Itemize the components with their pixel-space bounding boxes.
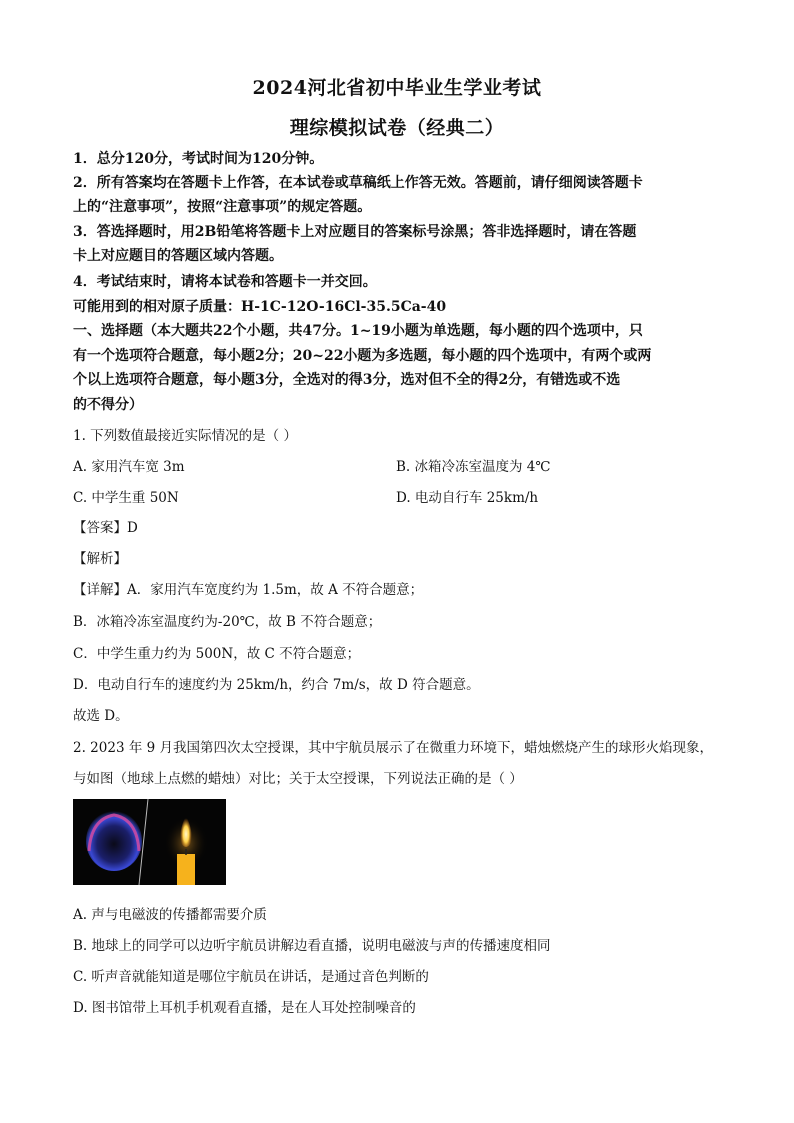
spherical-flame xyxy=(86,811,142,871)
q1-conclusion: 故选 D。 xyxy=(73,708,129,724)
instruction-line: 3．答选择题时，用2B铅笔将答题卡上对应题目的答案标号涂黑；答非选择题时，请在答题 xyxy=(73,224,637,240)
q1-detail-line: B．冰箱冷冻室温度约为-20℃，故 B 不符合题意； xyxy=(73,614,382,630)
q1-option-b: B. 冰箱冷冻室温度为 4℃ xyxy=(396,459,551,475)
question-2-stem: 与如图（地球上点燃的蜡烛）对比；关于太空授课，下列说法正确的是（ ） xyxy=(73,771,523,787)
instruction-line: 上的“注意事项”，按照“注意事项”的规定答题。 xyxy=(73,199,372,215)
q1-answer: 【答案】D xyxy=(73,520,138,536)
q1-detail-line: 【详解】A．家用汽车宽度约为 1.5m，故 A 不符合题意； xyxy=(73,582,424,598)
q2-option-a: A. 声与电磁波的传播都需要介质 xyxy=(73,907,267,923)
q2-option-c: C. 听声音就能知道是哪位宇航员在讲话，是通过音色判断的 xyxy=(73,969,429,985)
question-1-stem: 1. 下列数值最接近实际情况的是（ ） xyxy=(73,428,297,444)
section-line: 一、选择题（本大题共22个小题，共47分。1~19小题为单选题，每小题的四个选项中，只 xyxy=(73,323,643,339)
section-line: 有一个选项符合题意，每小题2分；20~22小题为多选题，每小题的四个选项中，有两个或两 xyxy=(73,348,652,364)
q1-option-d: D. 电动自行车 25km/h xyxy=(396,490,539,506)
instruction-line: 卡上对应题目的答题区域内答题。 xyxy=(73,248,283,264)
instruction-line: 2．所有答案均在答题卡上作答，在本试卷或草稿纸上作答无效。答题前，请仔细阅读答题卡 xyxy=(73,175,643,191)
atomic-mass-line: 可能用到的相对原子质量：H-1C-12O-16Cl-35.5Ca-40 xyxy=(73,299,447,315)
exam-title: 2024河北省初中毕业生学业考试 xyxy=(252,77,542,99)
section-line: 个以上选项符合题意，每小题3分，全选对的得3分，选对但不全的得2分，有错选或不选 xyxy=(73,372,621,388)
q1-detail-line: C．中学生重力约为 500N，故 C 不符合题意； xyxy=(73,646,361,662)
exam-subtitle: 理综模拟试卷（经典二） xyxy=(289,117,505,139)
candle-figure-svg xyxy=(73,799,226,885)
q1-analysis-label: 【解析】 xyxy=(73,551,127,567)
q2-option-b: B. 地球上的同学可以边听宇航员讲解边看直播，说明电磁波与声的传播速度相同 xyxy=(73,938,551,954)
instruction-line: 1．总分120分，考试时间为120分钟。 xyxy=(73,151,324,167)
instruction-line: 4．考试结束时，请将本试卷和答题卡一并交回。 xyxy=(73,274,377,290)
q1-option-c: C. 中学生重 50N xyxy=(73,490,179,506)
question-2-stem: 2. 2023 年 9 月我国第四次太空授课，其中宇航员展示了在微重力环境下，蜡烛燃烧产生的球形火焰现象， xyxy=(73,740,713,756)
candle-comparison-figure xyxy=(73,799,226,885)
section-line: 的不得分） xyxy=(73,397,143,413)
candle-body xyxy=(177,854,195,885)
q1-option-a: A. 家用汽车宽 3m xyxy=(73,459,185,475)
q1-detail-line: D．电动自行车的速度约为 25km/h，约合 7m/s，故 D 符合题意。 xyxy=(73,677,480,693)
q2-option-d: D. 图书馆带上耳机手机观看直播，是在人耳处控制噪音的 xyxy=(73,1000,416,1016)
